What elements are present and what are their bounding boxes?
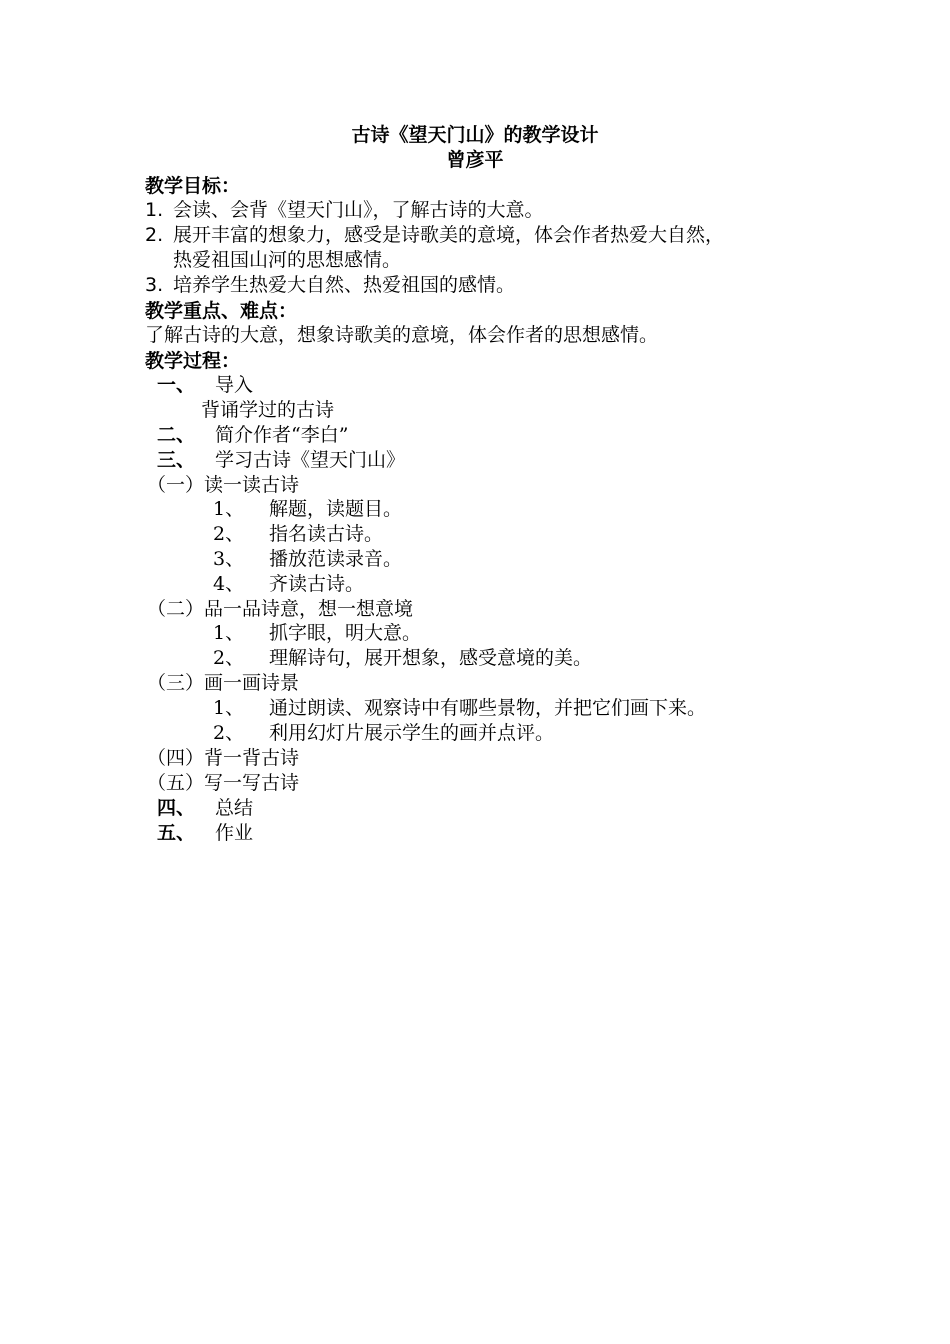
substep-item [213,497,402,522]
goal-number: 3. [145,274,164,296]
item-number: 1、 [213,697,245,719]
item-text: 理解诗句，展开想象，感受意境的美。 [269,647,593,669]
step-number: 四、 [157,797,196,819]
goal-number: 2. [145,224,164,246]
substep-1-label: （一）读一读古诗 [147,474,300,496]
item-number: 4、 [213,573,245,595]
substep-item [213,721,554,746]
process-step-3 [157,448,405,473]
step-number: 一、 [157,374,196,396]
keypoints-heading: 教学重点、难点： [145,300,298,322]
process-step-1 [157,373,253,398]
process-heading: 教学过程： [145,350,241,372]
goal-text-continued: 热爱祖国山河的思想感情。 [173,249,402,271]
item-text: 抓字眼，明大意。 [269,622,422,644]
keypoints-text: 了解古诗的大意，想象诗歌美的意境，体会作者的思想感情。 [145,324,659,346]
substep-item [213,572,364,597]
step-detail: 背诵学过的古诗 [201,399,335,421]
process-step-5 [157,821,253,846]
item-number: 1、 [213,498,245,520]
process-step-4 [157,796,253,821]
item-number: 1、 [213,622,245,644]
item-number: 2、 [213,647,245,669]
substep-2-label: （二）品一品诗意，想一想意境 [147,598,414,620]
item-text: 利用幻灯片展示学生的画并点评。 [269,722,555,744]
substep-item [213,646,592,671]
document-title: 古诗《望天门山》的教学设计 [351,124,599,146]
goal-item [145,198,544,223]
substep-item [213,547,402,572]
item-number: 2、 [213,722,245,744]
goal-text: 培养学生热爱大自然、热爱祖国的感情。 [173,274,516,296]
goal-text: 会读、会背《望天门山》，了解古诗的大意。 [173,199,544,221]
substep-3-label: （三）画一画诗景 [147,672,300,694]
item-text: 通过朗读、观察诗中有哪些景物，并把它们画下来。 [269,697,707,719]
step-label: 学习古诗《望天门山》 [215,449,406,471]
step-label: 导入 [215,374,254,396]
step-label: 作业 [215,822,254,844]
substep-item [213,696,706,721]
item-number: 2、 [213,523,245,545]
substep-5-label: （五）写一写古诗 [147,772,300,794]
goal-number: 1. [145,199,164,221]
step-label: 总结 [215,797,254,819]
substep-4-label: （四）背一背古诗 [147,747,300,769]
item-text: 指名读古诗。 [269,523,384,545]
process-step-2 [157,423,348,448]
goal-item [145,273,515,298]
item-text: 解题，读题目。 [269,498,403,520]
item-text: 播放范读录音。 [269,548,403,570]
step-label: 简介作者“李白” [215,424,349,446]
item-number: 3、 [213,548,245,570]
goal-text: 展开丰富的想象力，感受是诗歌美的意境，体会作者热爱大自然， [173,224,725,246]
step-number: 三、 [157,449,196,471]
substep-item [213,522,383,547]
goal-item [145,223,724,248]
document-author: 曾彦平 [446,149,504,171]
goals-heading: 教学目标： [145,175,241,197]
substep-item [213,621,421,646]
step-number: 五、 [157,822,196,844]
item-text: 齐读古诗。 [269,573,365,595]
step-number: 二、 [157,424,196,446]
